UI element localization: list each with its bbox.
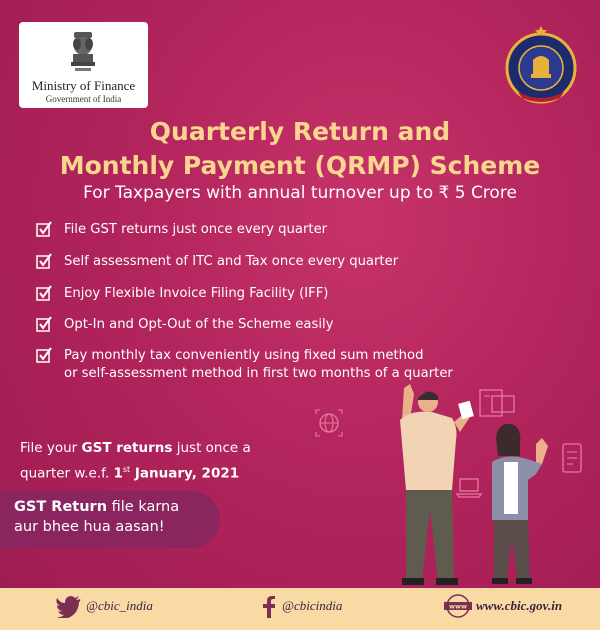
file-note-bold: January, 2021 <box>130 465 240 482</box>
feature-text: Self assessment of ITC and Tax once every quarter <box>64 254 399 269</box>
checkbox-icon <box>36 253 52 269</box>
title-line1: Quarterly Return and <box>149 117 451 146</box>
twitter-handle[interactable]: @cbic_india <box>86 598 153 613</box>
checkbox-icon <box>36 347 52 363</box>
national-emblem-icon <box>68 30 98 74</box>
file-note-text: just once a <box>172 440 251 456</box>
twitter-icon[interactable] <box>56 596 82 618</box>
feature-text: Opt-In and Opt-Out of the Scheme easily <box>64 317 334 332</box>
website-link[interactable]: www.cbic.gov.in <box>476 598 563 613</box>
banner-line1 <box>14 499 179 515</box>
feature-text: File GST returns just once every quarter <box>64 222 328 237</box>
checkbox-icon <box>36 285 52 301</box>
globe-icon <box>312 406 346 440</box>
banner-line2: aur bhee hua aasan! <box>14 519 165 535</box>
facebook-handle[interactable]: @cbicindia <box>282 598 343 613</box>
banner-bold: GST Return <box>14 499 108 515</box>
feature-text: Enjoy Flexible Invoice Filing Facility (IFF) <box>64 286 329 301</box>
svg-text:www: www <box>448 602 468 611</box>
celebrating-people-illustration <box>380 380 560 590</box>
checkbox-icon <box>36 316 52 332</box>
file-note <box>20 438 251 485</box>
feature-text-continued: or self-assessment method in first two months of a quarter <box>64 366 453 381</box>
file-note-sup: st <box>122 465 131 474</box>
cbic-seal-icon <box>500 24 582 104</box>
government-name: Government of India <box>45 94 122 104</box>
web-globe-icon[interactable] <box>444 594 472 618</box>
banner-text: file karna <box>107 499 180 515</box>
facebook-icon[interactable] <box>262 596 276 618</box>
ministry-logo <box>19 22 148 108</box>
file-note-text: File your <box>20 440 82 456</box>
title-line2: Monthly Payment (QRMP) Scheme <box>59 151 541 180</box>
slogan-banner <box>0 491 220 548</box>
checkbox-icon <box>36 221 52 237</box>
feature-text: Pay monthly tax conveniently using fixed sum method <box>64 348 424 363</box>
file-note-text: quarter w.e.f. <box>20 465 114 482</box>
ministry-name: Ministry of Finance <box>31 78 136 93</box>
receipt-icon <box>557 440 587 480</box>
file-note-bold: 1 <box>113 465 123 482</box>
file-note-bold: GST returns <box>81 440 173 456</box>
subtitle: For Taxpayers with annual turnover up to ₹ 5 Crore <box>83 183 517 203</box>
